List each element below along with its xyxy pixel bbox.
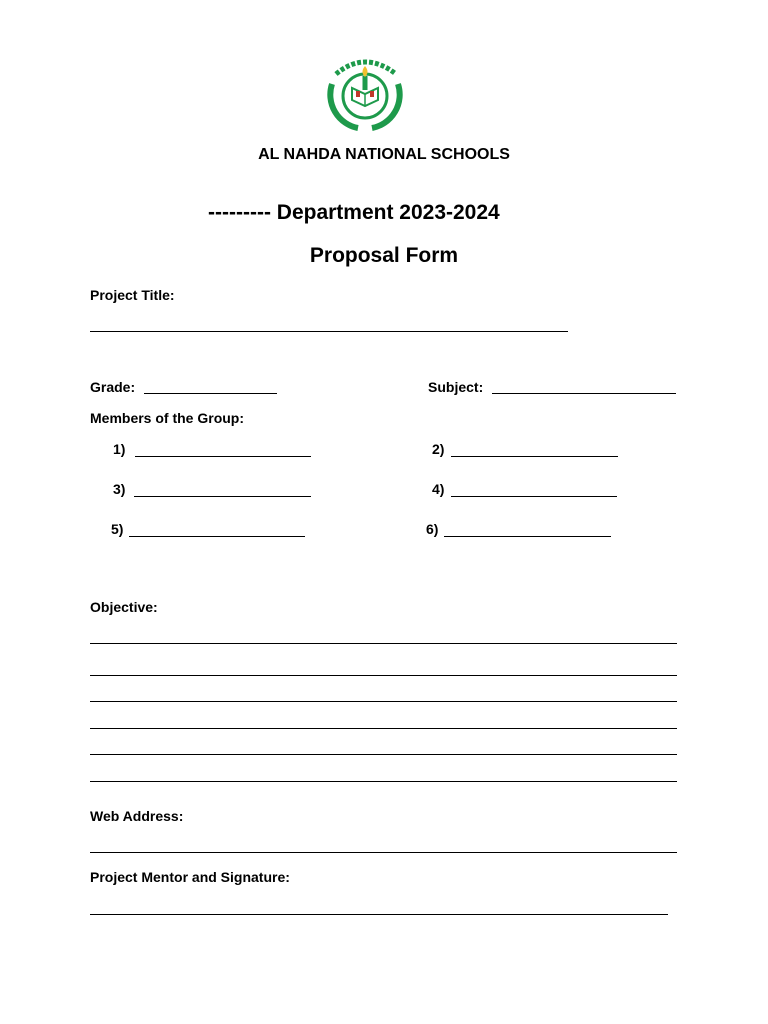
department-heading: --------- Department 2023-2024: [208, 201, 500, 224]
member-3-number: 3): [113, 481, 126, 497]
member-5-line[interactable]: [129, 536, 305, 537]
objective-line[interactable]: [90, 728, 677, 729]
subject-label: Subject:: [428, 379, 484, 395]
member-1-line[interactable]: [135, 456, 311, 457]
project-title-label: Project Title:: [90, 287, 175, 303]
project-title-line[interactable]: [90, 331, 568, 332]
objective-line[interactable]: [90, 781, 677, 782]
grade-label: Grade:: [90, 379, 136, 395]
member-4-line[interactable]: [451, 496, 617, 497]
member-3-line[interactable]: [134, 496, 311, 497]
member-6-number: 6): [426, 521, 439, 537]
mentor-signature-line[interactable]: [90, 914, 668, 915]
member-4-number: 4): [432, 481, 445, 497]
school-logo: [318, 44, 412, 138]
member-2-number: 2): [432, 441, 445, 457]
web-address-label: Web Address:: [90, 808, 184, 824]
form-title: Proposal Form: [309, 244, 459, 267]
objective-line[interactable]: [90, 643, 677, 644]
member-6-line[interactable]: [444, 536, 611, 537]
subject-line[interactable]: [492, 393, 676, 394]
web-address-line[interactable]: [90, 852, 677, 853]
members-label: Members of the Group:: [90, 410, 245, 426]
objective-line[interactable]: [90, 675, 677, 676]
mentor-label: Project Mentor and Signature:: [90, 869, 290, 885]
objective-line[interactable]: [90, 754, 677, 755]
objective-label: Objective:: [90, 599, 158, 615]
grade-line[interactable]: [144, 393, 277, 394]
member-5-number: 5): [111, 521, 124, 537]
member-1-number: 1): [113, 441, 126, 457]
member-2-line[interactable]: [451, 456, 618, 457]
objective-line[interactable]: [90, 701, 677, 702]
school-name: AL NAHDA NATIONAL SCHOOLS: [258, 146, 510, 163]
